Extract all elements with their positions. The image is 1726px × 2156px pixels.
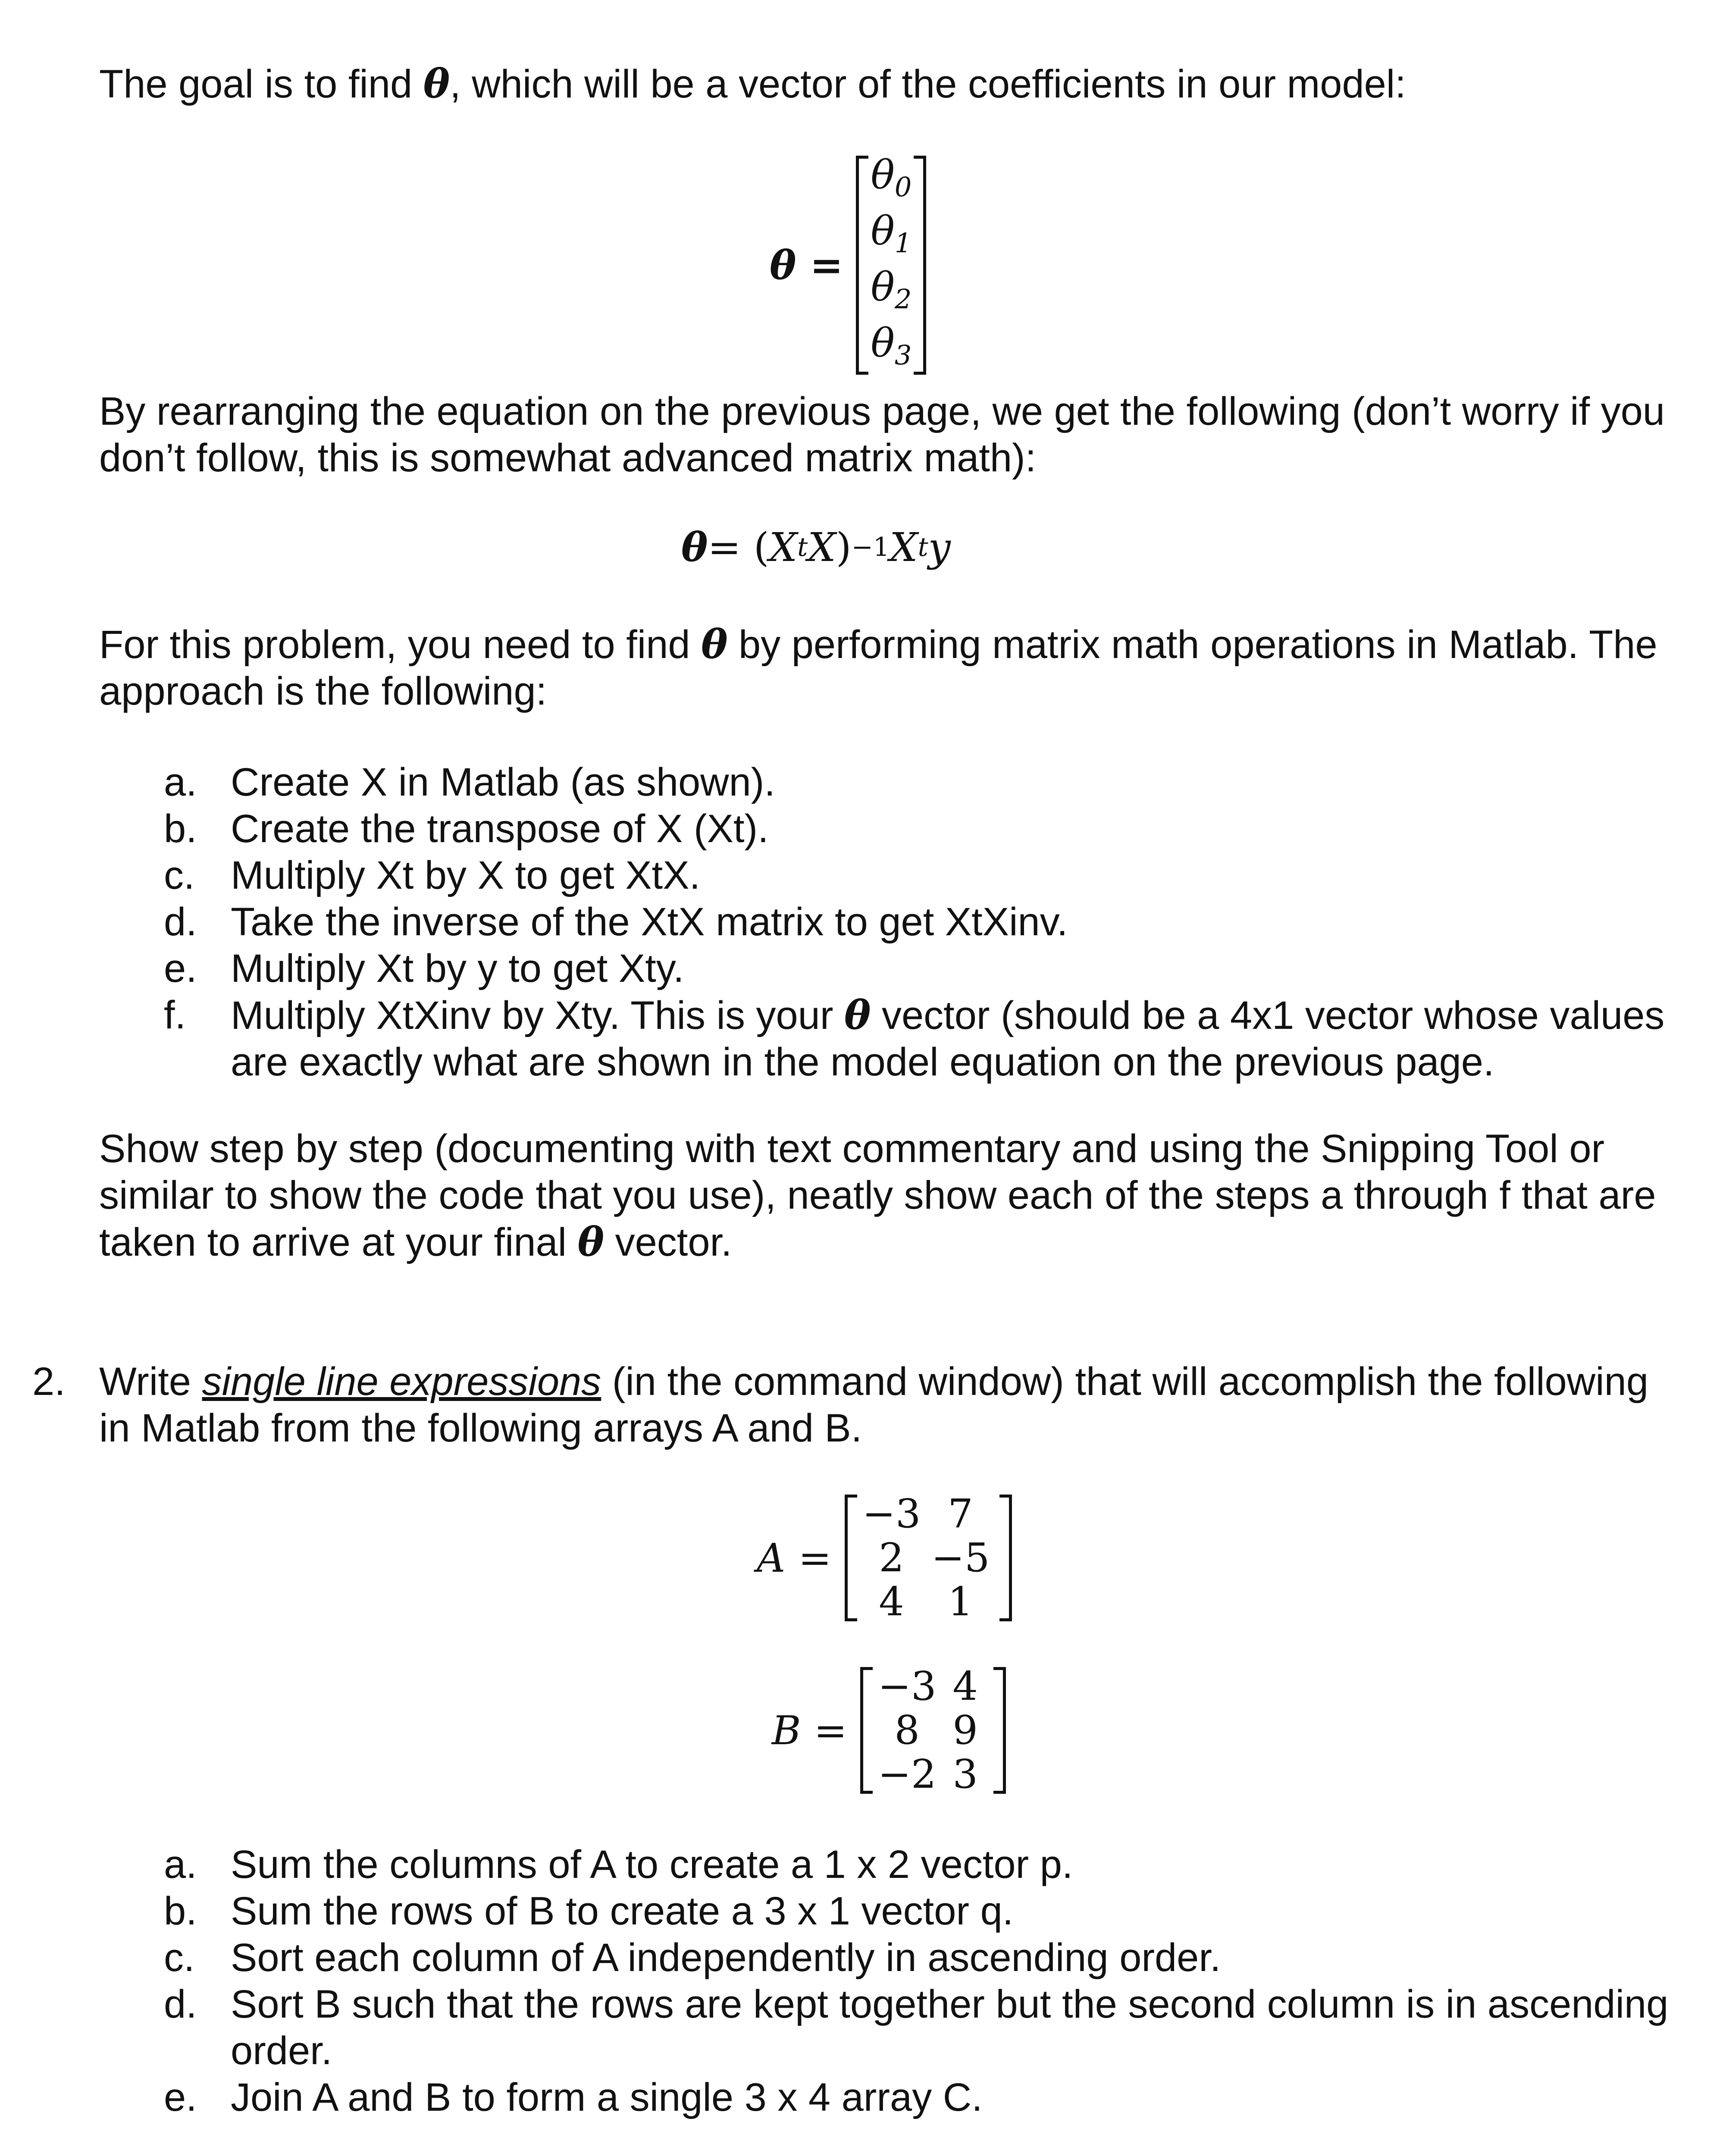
normal-equation (681, 524, 951, 570)
normal-eq-x: X (769, 524, 798, 570)
matrix-cell: −3 (877, 1663, 937, 1709)
normal-eq-y: y (928, 524, 951, 570)
theta-symbol: θ (423, 60, 450, 107)
steps-list (164, 759, 1682, 1085)
underlined-phrase: single line expressions (202, 1360, 601, 1404)
intro-text-after: , which will be a vector of the coefficients in our model: (450, 62, 1406, 106)
normal-eq-x: X (890, 524, 918, 570)
matrix-a-equation (757, 1492, 1012, 1624)
intro-text-before: The goal is to find (99, 62, 423, 106)
intro-paragraph (99, 60, 1677, 107)
matrix-b-equation (772, 1664, 1006, 1796)
theta-symbol: θ (577, 1219, 605, 1265)
list-item: f. Multiply XtXinv by Xty. This is your θ vector (should be a 4x1 vector whose values are exactly what are shown in the model equation on the previous page. (164, 992, 1665, 1084)
problem-paragraph (99, 621, 1677, 714)
matrix-cell: 2 (879, 1535, 904, 1581)
matrix-b-equals: = (814, 1707, 847, 1754)
list-item: d. Sort B such that the rows are kept together but the second column is in ascending order. (164, 1982, 1669, 2073)
list-item: e. Join A and B to form a single 3 x 4 array C. (164, 2075, 983, 2119)
theta-vector-lhs: θ = (770, 242, 843, 288)
matrix-cell: 9 (952, 1707, 978, 1753)
matrix-cell: 8 (894, 1707, 920, 1753)
show-paragraph (99, 1125, 1677, 1266)
theta-symbol: θ (701, 621, 728, 667)
matrix-cell: −2 (877, 1751, 937, 1797)
normal-eq-inverse: −1 (851, 532, 890, 562)
list-item: c. Multiply Xt by X to get XtX. (164, 853, 701, 897)
normal-eq-equals: = ( (708, 524, 769, 570)
question-number: 2. (32, 1360, 66, 1404)
normal-eq-theta: θ (681, 524, 708, 570)
normal-eq-transpose: t (918, 532, 928, 562)
list-item: b. Create the transpose of X (Xt). (164, 807, 769, 851)
list-item: a. Sum the columns of A to create a 1 x 2 vector p. (164, 1843, 1073, 1887)
problem-text-before: For this problem, you need to find (99, 623, 702, 667)
matrix-cell: 1 (948, 1579, 973, 1625)
list-item: b. Sum the rows of B to create a 3 x 1 vector q. (164, 1889, 1014, 1933)
matrix-b-label: B (772, 1707, 801, 1754)
matrix-cell: 4 (952, 1663, 978, 1709)
list-item: d. Take the inverse of the XtX matrix to get XtXinv. (164, 900, 1068, 944)
theta-entry: $\theta_2$ (871, 264, 912, 315)
matrix-cell: −5 (931, 1535, 990, 1581)
matrix-a-label: A (757, 1535, 786, 1581)
matrix-cell: 3 (952, 1751, 978, 1797)
matrix-b (860, 1664, 1006, 1796)
list-item: e. Multiply Xt by y to get Xty. (164, 946, 684, 990)
matrix-a-equals: = (798, 1535, 832, 1581)
normal-eq-x: X (808, 524, 836, 570)
theta-vector-matrix (856, 153, 926, 377)
matrix-cell: −3 (862, 1491, 921, 1537)
theta-symbol: θ (844, 992, 871, 1038)
list-item: a. Create X in Matlab (as shown). (164, 760, 775, 804)
show-text-before: Show step by step (documenting with text commentary and using the Snipping Tool or similar to show the code that you use), neatly show each of the steps a through f that are taken to arrive at your final (99, 1127, 1656, 1264)
matrix-a (845, 1492, 1012, 1624)
normal-eq-transpose: t (797, 532, 808, 562)
normal-eq-paren: ) (836, 524, 852, 570)
show-text-after: vector. (604, 1220, 732, 1264)
question-2-text: Write single line expressions (in the command window) that will accomplish the following in Matlab from the following arrays A and B. (99, 1360, 1649, 1450)
theta-entry: $\theta_0$ (871, 152, 912, 203)
theta-vector-equation (770, 153, 926, 377)
question-2 (32, 1358, 1677, 1451)
problem-text-after: by performing matrix math operations in Matlab. The approach is the following: (99, 623, 1657, 713)
matrix-cell: 7 (948, 1491, 973, 1537)
theta-entry: $\theta_3$ (871, 320, 912, 371)
theta-entry: $\theta_1$ (871, 208, 912, 259)
matrix-cell: 4 (879, 1579, 904, 1625)
list-item: c. Sort each column of A independently in ascending order. (164, 1936, 1221, 1980)
rearrange-paragraph: By rearranging the equation on the previous page, we get the following (don’t worry if you don’t follow, this is somewhat advanced matrix math): (99, 389, 1665, 480)
question-2-items (164, 1841, 1682, 2121)
